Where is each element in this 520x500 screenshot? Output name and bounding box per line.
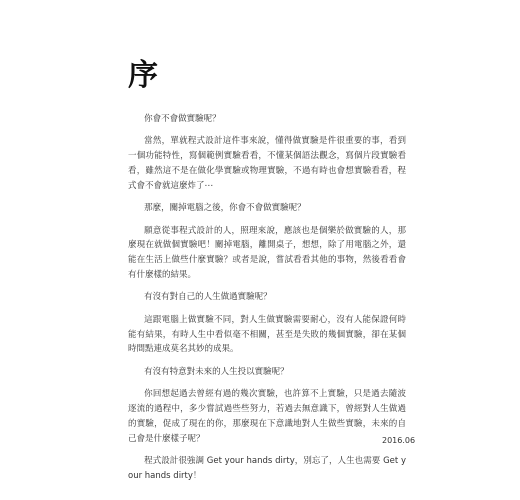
paragraph-3: 這跟電腦上做實驗不同，對人生做實驗需要耐心，沒有人能保證何時能有結果，有時人生中看似毫不相關，甚至是失敗的幾個實驗，卻在某個時間點連成莫名其妙的成果。 (128, 314, 406, 355)
paragraph-2: 願意從事程式設計的人，照理來說，應該也是個樂於做實驗的人，那麼現在就做個實驗吧！關掉電腦，離開桌子，想想，除了用電腦之外，還能在生活上做些什麼實驗？或者是說，嘗試看看其他的事物，然後看看會有什麼樣的結果。 (128, 225, 406, 280)
paragraph-question-4: 有沒有特意對未來的人生投以實驗呢？ (144, 366, 289, 377)
paragraph-1: 當然，單就程式設計這件事來說，懂得做實驗是件很重要的事，看到一個功能特性，寫個範例實驗看看，不懂某個語法觀念，寫個片段實驗看看，雖然這不是在做化學實驗或物理實驗，不過有時也會想實驗看看，程式會不會就這麼炸了⋯ (128, 136, 406, 191)
paragraph-question-3: 有沒有對自己的人生做過實驗呢？ (144, 292, 272, 303)
paragraph-question-1: 你會不會做實驗呢？ (144, 114, 221, 124)
paragraph-4: 你回想起過去曾經有過的幾次實驗，也許算不上實驗，只是過去隨波逐流的過程中，多少嘗試過些些努力，若過去無意識下，曾經對人生做過的實驗，促成了現在的你，那麼現在下意識地對人生做些實驗，未來的自己會是什麼樣子呢？ (128, 389, 406, 444)
paragraph-closing: 程式設計很強調 Get your hands dirty，別忘了，人生也需要 Get your hands dirty！ (128, 455, 406, 481)
date-signature: 2016.06 (382, 436, 416, 445)
page-title: 序 (128, 58, 159, 93)
paragraph-question-2: 那麼，關掉電腦之後，你會不會做實驗呢？ (144, 203, 306, 214)
preface-body (128, 112, 406, 491)
